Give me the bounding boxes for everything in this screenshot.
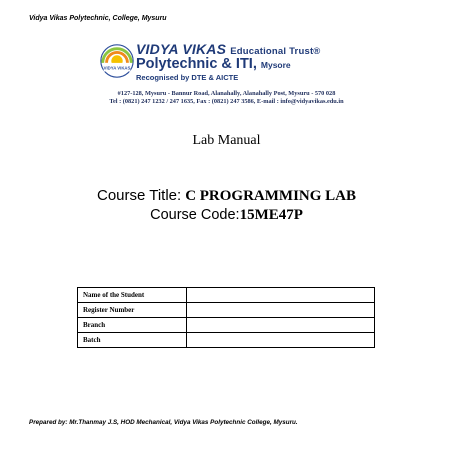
vidya-vikas-emblem-icon: [98, 42, 136, 80]
student-details-table: [77, 287, 375, 348]
header-institution-line: Vidya Vikas Polytechnic, College, Mysuru: [29, 15, 167, 22]
svg-text:VIDYA VIKAS: VIDYA VIKAS: [103, 65, 131, 71]
institute-line: [136, 56, 291, 72]
address-line: #127-128, Mysuru - Bannur Road, Alanahally, Alanahally Post, Mysuru - 570 028: [117, 90, 336, 97]
register-number-field[interactable]: [187, 303, 375, 318]
contact-line: Tel : (0821) 247 1232 / 247 1635, Fax : (0821) 247 3586, E-mail : info@vidyavikas.edu.in: [109, 98, 344, 105]
course-code-value: 15ME47P: [239, 207, 303, 223]
course-code-label: Course Code:: [150, 207, 240, 223]
course-title-line: [0, 187, 453, 205]
table-row: [78, 288, 375, 303]
table-row: [78, 303, 375, 318]
institution-logo: [98, 39, 366, 87]
prepared-by-footer: Prepared by: Mr.Thanmay J.S, HOD Mechanical, Vidya Vikas Polytechnic College, Mysuru.: [29, 419, 298, 426]
course-code-line: [0, 207, 453, 224]
document-heading: Lab Manual: [192, 133, 261, 148]
batch-label: Batch: [78, 333, 187, 348]
course-title-value: C PROGRAMMING LAB: [185, 188, 357, 204]
student-name-field[interactable]: [187, 288, 375, 303]
brand-line: [136, 41, 321, 57]
institute-location: Mysore: [260, 60, 291, 70]
recognition-text: Recognised by DTE & AICTE: [136, 73, 239, 82]
institute-name: Polytechnic & ITI,: [136, 56, 257, 72]
student-name-label: Name of the Student: [78, 288, 187, 303]
table-row: [78, 333, 375, 348]
batch-field[interactable]: [187, 333, 375, 348]
course-title-label: Course Title:: [96, 187, 182, 204]
brand-name: VIDYA VIKAS: [136, 41, 227, 57]
branch-label: Branch: [78, 318, 187, 333]
register-number-label: Register Number: [78, 303, 187, 318]
branch-field[interactable]: [187, 318, 375, 333]
brand-trust: Educational Trust®: [230, 46, 321, 57]
table-row: [78, 318, 375, 333]
